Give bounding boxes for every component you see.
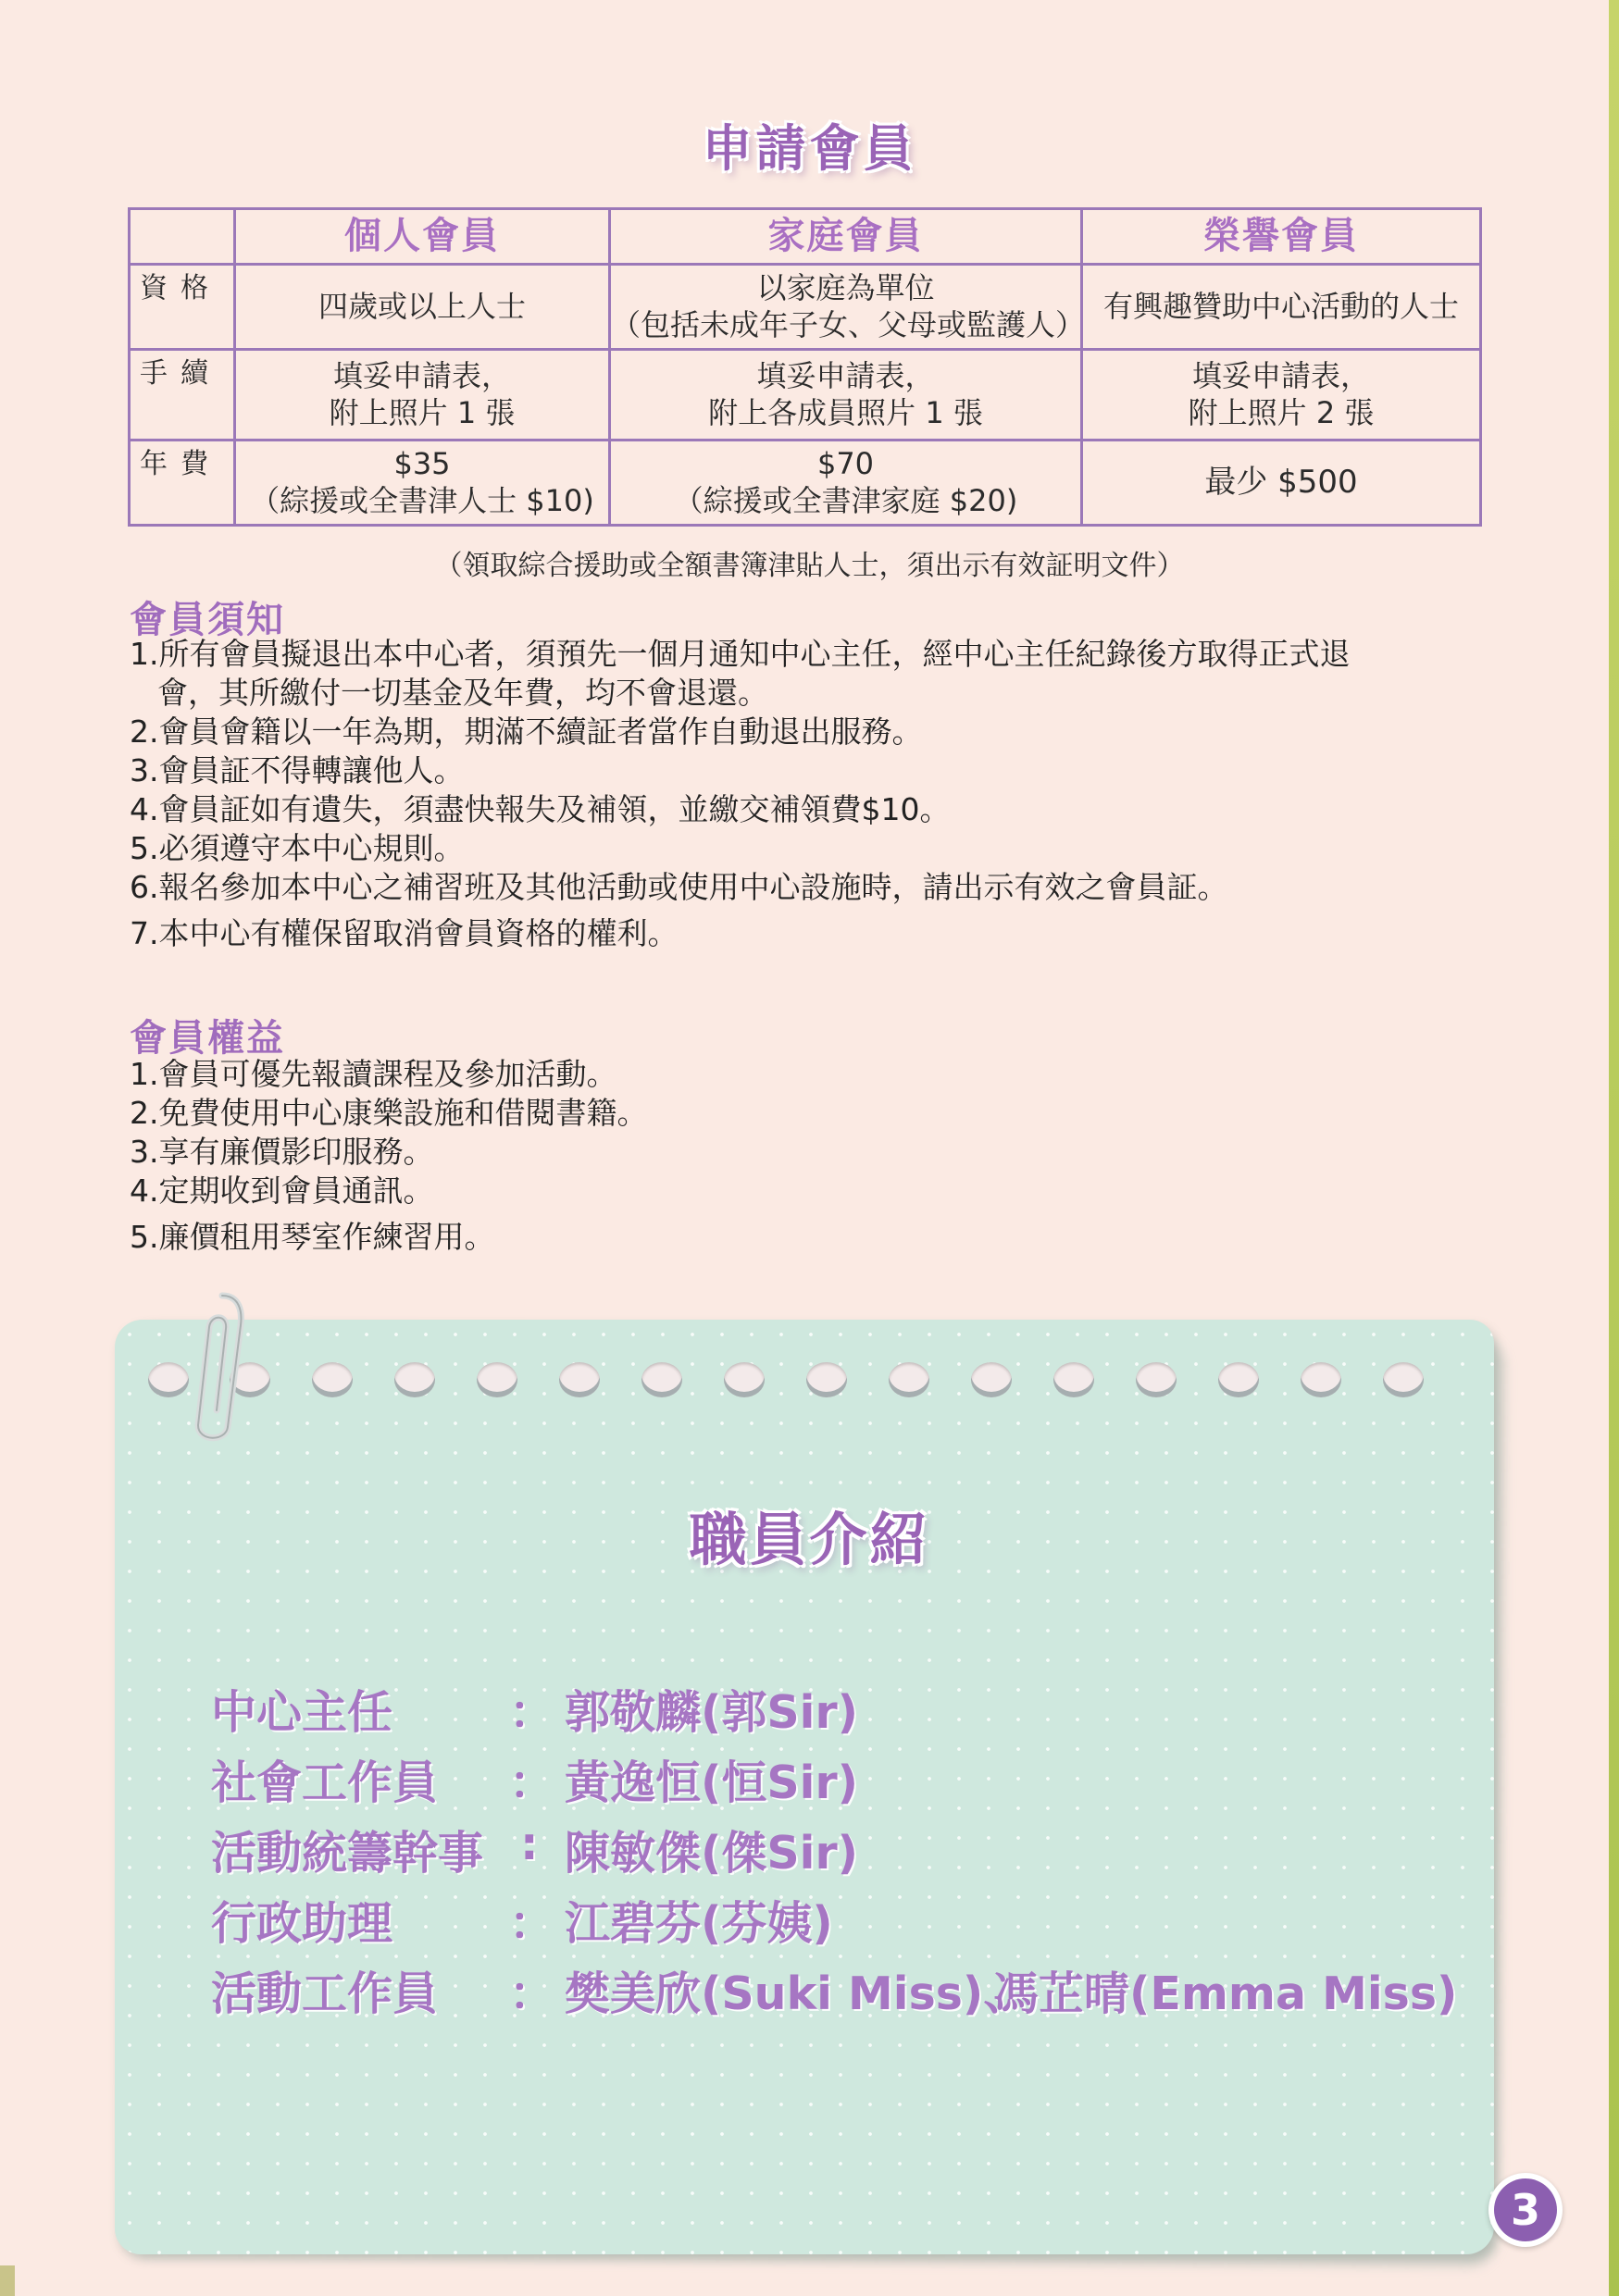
binder-hole	[889, 1362, 929, 1397]
list-item: 5.必須遵守本中心規則。	[130, 830, 465, 866]
edge-strip	[1609, 0, 1619, 2296]
binder-hole	[312, 1362, 353, 1397]
staff-role: 活動統籌幹事	[211, 1827, 484, 1880]
staff-name-second: 馮芷晴(Emma Miss)	[993, 1967, 1458, 2020]
binder-hole	[559, 1362, 600, 1397]
cell-line: 填妥申請表，	[1191, 357, 1370, 393]
cell-line: （綜援或全書津家庭 $20)	[673, 482, 1018, 518]
list-item: 3.享有廉價影印服務。	[130, 1134, 434, 1170]
staff-colon: ：	[509, 1686, 555, 1739]
staff-role: 社會工作員	[211, 1756, 439, 1809]
notes-heading: 會員須知	[130, 599, 285, 641]
binder-hole	[148, 1362, 189, 1397]
list-item: 1.所有會員擬退出本中心者，須預先一個月通知中心主任，經中心主任紀錄後方取得正式退	[130, 636, 1351, 672]
binder-hole	[641, 1362, 682, 1397]
staff-name: 黃逸恒(恒Sir)	[565, 1756, 859, 1809]
list-item: 5.廉價租用琴室作練習用。	[130, 1219, 495, 1255]
binder-hole	[1218, 1362, 1259, 1397]
staff-colon: ：	[509, 1967, 555, 2020]
binder-hole	[1053, 1362, 1094, 1397]
staff-colon: ：	[509, 1897, 555, 1950]
page-title: 申請會員	[702, 119, 917, 178]
row-label-fee: 年費	[130, 441, 235, 526]
page-number: 3	[1494, 2178, 1557, 2241]
staff-colon: :	[520, 1818, 539, 1870]
row-label-procedure: 手續	[130, 350, 235, 441]
list-item: 會，其所繳付一切基金及年費，均不會退還。	[157, 675, 768, 711]
list-item: 4.會員証如有遺失，須盡快報失及補領，並繳交補領費$10。	[130, 791, 951, 827]
staff-name: 郭敬麟(郭Sir)	[565, 1686, 859, 1739]
binder-hole	[1383, 1362, 1424, 1397]
row-label-eligibility: 資格	[130, 265, 235, 350]
staff-name: 江碧芬(芬姨)	[565, 1897, 833, 1950]
table-note: （領取綜合援助或全額書簿津貼人士，須出示有效証明文件）	[434, 550, 1185, 582]
table-cell	[235, 265, 610, 350]
staff-row	[211, 1677, 1470, 1742]
cell-line: $70	[816, 445, 875, 481]
paperclip-icon	[185, 1288, 248, 1446]
binder-hole	[477, 1362, 517, 1397]
table-cell	[610, 265, 1086, 350]
rights-heading: 會員權益	[130, 1017, 285, 1060]
staff-name: 樊美欣(Suki Miss)、	[565, 1967, 1029, 2020]
header-family: 家庭會員	[610, 209, 1082, 265]
list-item: 4.定期收到會員通訊。	[130, 1173, 434, 1209]
binder-hole	[724, 1362, 765, 1397]
table-cell	[1082, 350, 1481, 441]
edge-tab	[0, 2265, 15, 2296]
list-item: 1.會員可優先報讀課程及參加活動。	[130, 1056, 617, 1092]
staff-row	[211, 1888, 1470, 1953]
table-header-row	[130, 209, 1481, 265]
header-individual: 個人會員	[235, 209, 610, 265]
binder-hole	[971, 1362, 1012, 1397]
binder-hole	[1136, 1362, 1177, 1397]
membership-table	[128, 207, 1482, 527]
cell-line: 填妥申請表，	[756, 357, 935, 393]
list-item: 6.報名參加本中心之補習班及其他活動或使用中心設施時，請出示有效之會員証。	[130, 869, 1228, 905]
staff-row	[211, 1747, 1470, 1812]
list-item: 3.會員証不得轉讓他人。	[130, 752, 465, 788]
list-item: 2.會員會籍以一年為期，期滿不續証者當作自動退出服務。	[130, 714, 923, 750]
table-cell	[1082, 441, 1481, 526]
cell-line: $35	[393, 445, 451, 481]
table-cell	[235, 441, 610, 526]
cell-line: 最少 $500	[1204, 464, 1358, 502]
binder-hole	[806, 1362, 847, 1397]
table-cell	[1082, 265, 1481, 350]
table-cell	[610, 441, 1082, 526]
table-row-fee	[130, 441, 1481, 526]
cell-line: 填妥申請表，	[332, 357, 511, 393]
staff-name: 陳敏傑(傑Sir)	[565, 1827, 859, 1880]
header-honorary: 榮譽會員	[1082, 209, 1481, 265]
staff-role: 行政助理	[211, 1897, 393, 1950]
staff-role: 中心主任	[211, 1686, 393, 1739]
staff-row	[211, 1958, 1470, 2023]
binder-holes	[148, 1362, 1463, 1409]
list-item: 7.本中心有權保留取消會員資格的權利。	[130, 915, 679, 951]
page-number-badge	[1488, 2173, 1563, 2247]
binder-hole	[394, 1362, 435, 1397]
table-corner-cell	[130, 209, 235, 265]
staff-title: 職員介紹	[689, 1506, 930, 1573]
list-item: 2.免費使用中心康樂設施和借閱書籍。	[130, 1095, 648, 1131]
staff-colon: ：	[509, 1756, 555, 1809]
cell-line: （綜援或全書津人士 $10)	[250, 482, 594, 518]
table-cell	[235, 350, 610, 441]
cell-line: 四歲或以上人士	[318, 288, 526, 324]
table-row-procedure	[130, 350, 1481, 441]
cell-line: 附上照片 2 張	[1188, 394, 1375, 430]
cell-line: 有興趣贊助中心活動的人士	[1102, 288, 1459, 324]
cell-line: 以家庭為單位	[756, 269, 935, 305]
rights-list	[130, 1055, 1490, 1257]
cell-line: 附上各成員照片 1 張	[708, 394, 983, 430]
staff-role: 活動工作員	[211, 1967, 439, 2020]
notes-list	[130, 635, 1490, 953]
table-cell	[610, 350, 1082, 441]
cell-line: （包括未成年子女、父母或監護人）	[611, 306, 1086, 342]
staff-row	[211, 1818, 1470, 1882]
cell-line: 附上照片 1 張	[329, 394, 516, 430]
binder-hole	[1301, 1362, 1341, 1397]
table-row-eligibility	[130, 265, 1481, 350]
